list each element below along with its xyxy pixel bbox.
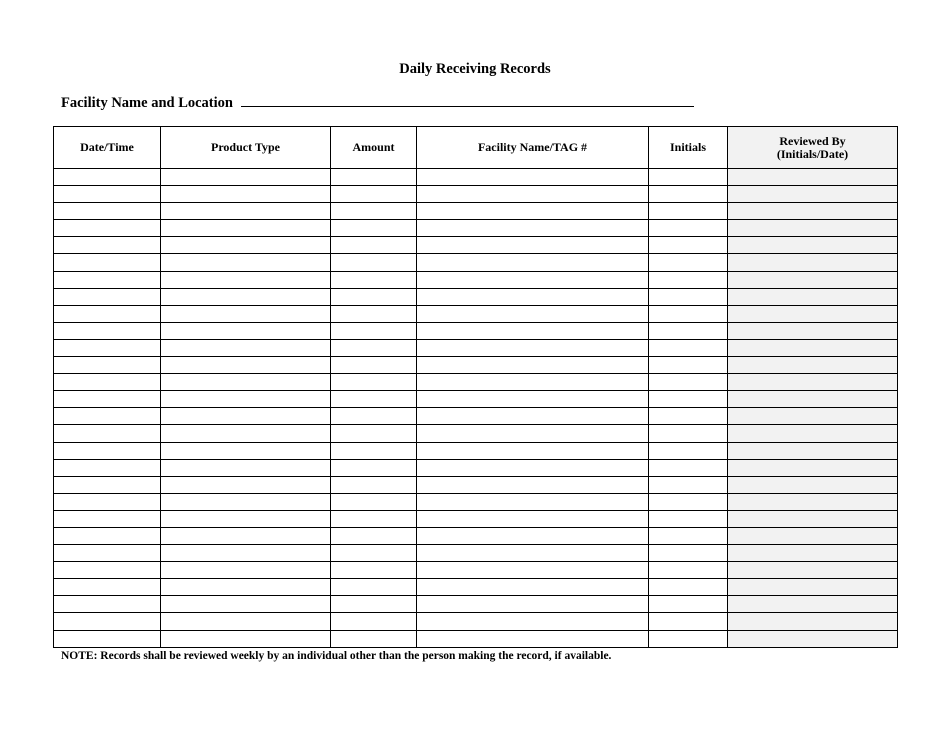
header-amount: Amount [331, 127, 417, 169]
cell-reviewed-by[interactable] [728, 596, 898, 613]
cell-date-time[interactable] [54, 339, 161, 356]
cell-amount[interactable] [331, 613, 417, 630]
cell-amount[interactable] [331, 203, 417, 220]
cell-reviewed-by[interactable] [728, 408, 898, 425]
cell-facility-name-tag[interactable] [417, 442, 649, 459]
cell-amount[interactable] [331, 442, 417, 459]
cell-amount[interactable] [331, 562, 417, 579]
cell-initials[interactable] [649, 408, 728, 425]
cell-amount[interactable] [331, 596, 417, 613]
cell-amount[interactable] [331, 493, 417, 510]
cell-facility-name-tag[interactable] [417, 374, 649, 391]
cell-product-type[interactable] [161, 186, 331, 203]
cell-facility-name-tag[interactable] [417, 357, 649, 374]
cell-facility-name-tag[interactable] [417, 220, 649, 237]
cell-product-type[interactable] [161, 459, 331, 476]
cell-initials[interactable] [649, 322, 728, 339]
footnote: NOTE: Records shall be reviewed weekly by an individual other than the person making the record, if available. [61, 650, 612, 662]
cell-product-type[interactable] [161, 527, 331, 544]
cell-date-time[interactable] [54, 408, 161, 425]
cell-initials[interactable] [649, 339, 728, 356]
cell-amount[interactable] [331, 408, 417, 425]
cell-initials[interactable] [649, 630, 728, 647]
cell-initials[interactable] [649, 527, 728, 544]
table-row [54, 220, 898, 237]
cell-date-time[interactable] [54, 527, 161, 544]
cell-reviewed-by[interactable] [728, 459, 898, 476]
cell-product-type[interactable] [161, 339, 331, 356]
cell-date-time[interactable] [54, 220, 161, 237]
cell-facility-name-tag[interactable] [417, 579, 649, 596]
cell-reviewed-by[interactable] [728, 186, 898, 203]
cell-facility-name-tag[interactable] [417, 203, 649, 220]
cell-reviewed-by[interactable] [728, 442, 898, 459]
cell-initials[interactable] [649, 596, 728, 613]
cell-amount[interactable] [331, 237, 417, 254]
cell-initials[interactable] [649, 288, 728, 305]
cell-product-type[interactable] [161, 579, 331, 596]
cell-facility-name-tag[interactable] [417, 322, 649, 339]
cell-reviewed-by[interactable] [728, 630, 898, 647]
cell-product-type[interactable] [161, 562, 331, 579]
cell-product-type[interactable] [161, 271, 331, 288]
cell-product-type[interactable] [161, 254, 331, 271]
cell-initials[interactable] [649, 459, 728, 476]
cell-initials[interactable] [649, 391, 728, 408]
cell-amount[interactable] [331, 425, 417, 442]
cell-reviewed-by[interactable] [728, 510, 898, 527]
facility-label: Facility Name and Location [61, 95, 233, 111]
cell-product-type[interactable] [161, 613, 331, 630]
cell-initials[interactable] [649, 613, 728, 630]
cell-date-time[interactable] [54, 186, 161, 203]
cell-facility-name-tag[interactable] [417, 596, 649, 613]
cell-amount[interactable] [331, 374, 417, 391]
cell-initials[interactable] [649, 562, 728, 579]
cell-facility-name-tag[interactable] [417, 305, 649, 322]
cell-facility-name-tag[interactable] [417, 545, 649, 562]
cell-date-time[interactable] [54, 442, 161, 459]
cell-amount[interactable] [331, 527, 417, 544]
cell-facility-name-tag[interactable] [417, 169, 649, 186]
cell-product-type[interactable] [161, 169, 331, 186]
cell-date-time[interactable] [54, 510, 161, 527]
cell-product-type[interactable] [161, 203, 331, 220]
cell-date-time[interactable] [54, 459, 161, 476]
cell-reviewed-by[interactable] [728, 305, 898, 322]
table-row [54, 169, 898, 186]
cell-date-time[interactable] [54, 288, 161, 305]
table-row [54, 630, 898, 647]
table-row [54, 562, 898, 579]
cell-reviewed-by[interactable] [728, 203, 898, 220]
page-title: Daily Receiving Records [399, 61, 551, 77]
table-body [54, 169, 898, 648]
table-row [54, 596, 898, 613]
header-product-type: Product Type [161, 127, 331, 169]
cell-date-time[interactable] [54, 169, 161, 186]
cell-product-type[interactable] [161, 442, 331, 459]
table-row [54, 322, 898, 339]
facility-field [61, 93, 694, 112]
cell-product-type[interactable] [161, 237, 331, 254]
cell-date-time[interactable] [54, 271, 161, 288]
cell-date-time[interactable] [54, 254, 161, 271]
cell-amount[interactable] [331, 271, 417, 288]
table-row [54, 527, 898, 544]
table-row [54, 271, 898, 288]
cell-initials[interactable] [649, 442, 728, 459]
cell-reviewed-by[interactable] [728, 288, 898, 305]
cell-amount[interactable] [331, 169, 417, 186]
cell-reviewed-by[interactable] [728, 169, 898, 186]
table-row [54, 357, 898, 374]
cell-amount[interactable] [331, 322, 417, 339]
cell-reviewed-by[interactable] [728, 545, 898, 562]
table-row [54, 339, 898, 356]
table-row [54, 425, 898, 442]
cell-date-time[interactable] [54, 562, 161, 579]
cell-amount[interactable] [331, 630, 417, 647]
cell-product-type[interactable] [161, 305, 331, 322]
cell-reviewed-by[interactable] [728, 527, 898, 544]
cell-facility-name-tag[interactable] [417, 288, 649, 305]
cell-product-type[interactable] [161, 493, 331, 510]
cell-product-type[interactable] [161, 545, 331, 562]
header-initials: Initials [649, 127, 728, 169]
cell-product-type[interactable] [161, 476, 331, 493]
cell-reviewed-by[interactable] [728, 357, 898, 374]
cell-reviewed-by[interactable] [728, 391, 898, 408]
cell-date-time[interactable] [54, 613, 161, 630]
cell-product-type[interactable] [161, 391, 331, 408]
table-row [54, 510, 898, 527]
cell-initials[interactable] [649, 476, 728, 493]
cell-amount[interactable] [331, 288, 417, 305]
facility-input-line[interactable] [241, 93, 694, 107]
cell-product-type[interactable] [161, 220, 331, 237]
cell-amount[interactable] [331, 476, 417, 493]
table-row [54, 254, 898, 271]
cell-date-time[interactable] [54, 596, 161, 613]
cell-reviewed-by[interactable] [728, 613, 898, 630]
cell-facility-name-tag[interactable] [417, 510, 649, 527]
cell-amount[interactable] [331, 357, 417, 374]
table-row [54, 374, 898, 391]
table-row [54, 305, 898, 322]
cell-amount[interactable] [331, 459, 417, 476]
cell-product-type[interactable] [161, 408, 331, 425]
cell-reviewed-by[interactable] [728, 425, 898, 442]
table-row [54, 203, 898, 220]
table-row [54, 613, 898, 630]
cell-date-time[interactable] [54, 579, 161, 596]
cell-product-type[interactable] [161, 374, 331, 391]
table-row [54, 545, 898, 562]
cell-reviewed-by[interactable] [728, 237, 898, 254]
table-header-row [54, 127, 898, 169]
cell-product-type[interactable] [161, 596, 331, 613]
cell-reviewed-by[interactable] [728, 374, 898, 391]
cell-initials[interactable] [649, 237, 728, 254]
cell-facility-name-tag[interactable] [417, 237, 649, 254]
cell-product-type[interactable] [161, 288, 331, 305]
cell-product-type[interactable] [161, 510, 331, 527]
cell-reviewed-by[interactable] [728, 271, 898, 288]
cell-initials[interactable] [649, 357, 728, 374]
cell-date-time[interactable] [54, 374, 161, 391]
cell-facility-name-tag[interactable] [417, 391, 649, 408]
cell-facility-name-tag[interactable] [417, 254, 649, 271]
cell-reviewed-by[interactable] [728, 476, 898, 493]
cell-date-time[interactable] [54, 237, 161, 254]
cell-amount[interactable] [331, 510, 417, 527]
cell-initials[interactable] [649, 305, 728, 322]
cell-product-type[interactable] [161, 425, 331, 442]
cell-reviewed-by[interactable] [728, 254, 898, 271]
cell-facility-name-tag[interactable] [417, 408, 649, 425]
cell-facility-name-tag[interactable] [417, 493, 649, 510]
cell-reviewed-by[interactable] [728, 579, 898, 596]
cell-product-type[interactable] [161, 357, 331, 374]
cell-amount[interactable] [331, 186, 417, 203]
cell-initials[interactable] [649, 493, 728, 510]
receiving-records-table [53, 126, 898, 648]
table-row [54, 186, 898, 203]
table-row [54, 237, 898, 254]
table-row [54, 579, 898, 596]
cell-reviewed-by[interactable] [728, 562, 898, 579]
header-facility-name-tag: Facility Name/TAG # [417, 127, 649, 169]
cell-amount[interactable] [331, 579, 417, 596]
cell-product-type[interactable] [161, 630, 331, 647]
cell-reviewed-by[interactable] [728, 322, 898, 339]
table-row [54, 288, 898, 305]
cell-amount[interactable] [331, 339, 417, 356]
cell-facility-name-tag[interactable] [417, 613, 649, 630]
cell-initials[interactable] [649, 220, 728, 237]
cell-amount[interactable] [331, 254, 417, 271]
cell-date-time[interactable] [54, 476, 161, 493]
cell-facility-name-tag[interactable] [417, 186, 649, 203]
cell-amount[interactable] [331, 220, 417, 237]
cell-initials[interactable] [649, 254, 728, 271]
cell-date-time[interactable] [54, 630, 161, 647]
cell-date-time[interactable] [54, 391, 161, 408]
table-row [54, 476, 898, 493]
cell-reviewed-by[interactable] [728, 220, 898, 237]
cell-date-time[interactable] [54, 425, 161, 442]
header-reviewed-by: Reviewed By (Initials/Date) [728, 127, 898, 169]
table-row [54, 391, 898, 408]
cell-facility-name-tag[interactable] [417, 562, 649, 579]
cell-date-time[interactable] [54, 545, 161, 562]
header-date-time: Date/Time [54, 127, 161, 169]
cell-facility-name-tag[interactable] [417, 527, 649, 544]
cell-amount[interactable] [331, 545, 417, 562]
cell-initials[interactable] [649, 510, 728, 527]
cell-facility-name-tag[interactable] [417, 476, 649, 493]
cell-facility-name-tag[interactable] [417, 339, 649, 356]
table-row [54, 442, 898, 459]
cell-reviewed-by[interactable] [728, 493, 898, 510]
cell-facility-name-tag[interactable] [417, 459, 649, 476]
cell-date-time[interactable] [54, 493, 161, 510]
cell-product-type[interactable] [161, 322, 331, 339]
cell-date-time[interactable] [54, 322, 161, 339]
cell-date-time[interactable] [54, 357, 161, 374]
cell-initials[interactable] [649, 203, 728, 220]
cell-initials[interactable] [649, 545, 728, 562]
cell-amount[interactable] [331, 391, 417, 408]
cell-initials[interactable] [649, 271, 728, 288]
cell-initials[interactable] [649, 374, 728, 391]
cell-initials[interactable] [649, 579, 728, 596]
cell-facility-name-tag[interactable] [417, 271, 649, 288]
cell-amount[interactable] [331, 305, 417, 322]
cell-reviewed-by[interactable] [728, 339, 898, 356]
table-row [54, 459, 898, 476]
cell-facility-name-tag[interactable] [417, 630, 649, 647]
table-row [54, 493, 898, 510]
cell-initials[interactable] [649, 425, 728, 442]
cell-date-time[interactable] [54, 203, 161, 220]
cell-facility-name-tag[interactable] [417, 425, 649, 442]
cell-date-time[interactable] [54, 305, 161, 322]
table-row [54, 408, 898, 425]
cell-initials[interactable] [649, 169, 728, 186]
cell-initials[interactable] [649, 186, 728, 203]
